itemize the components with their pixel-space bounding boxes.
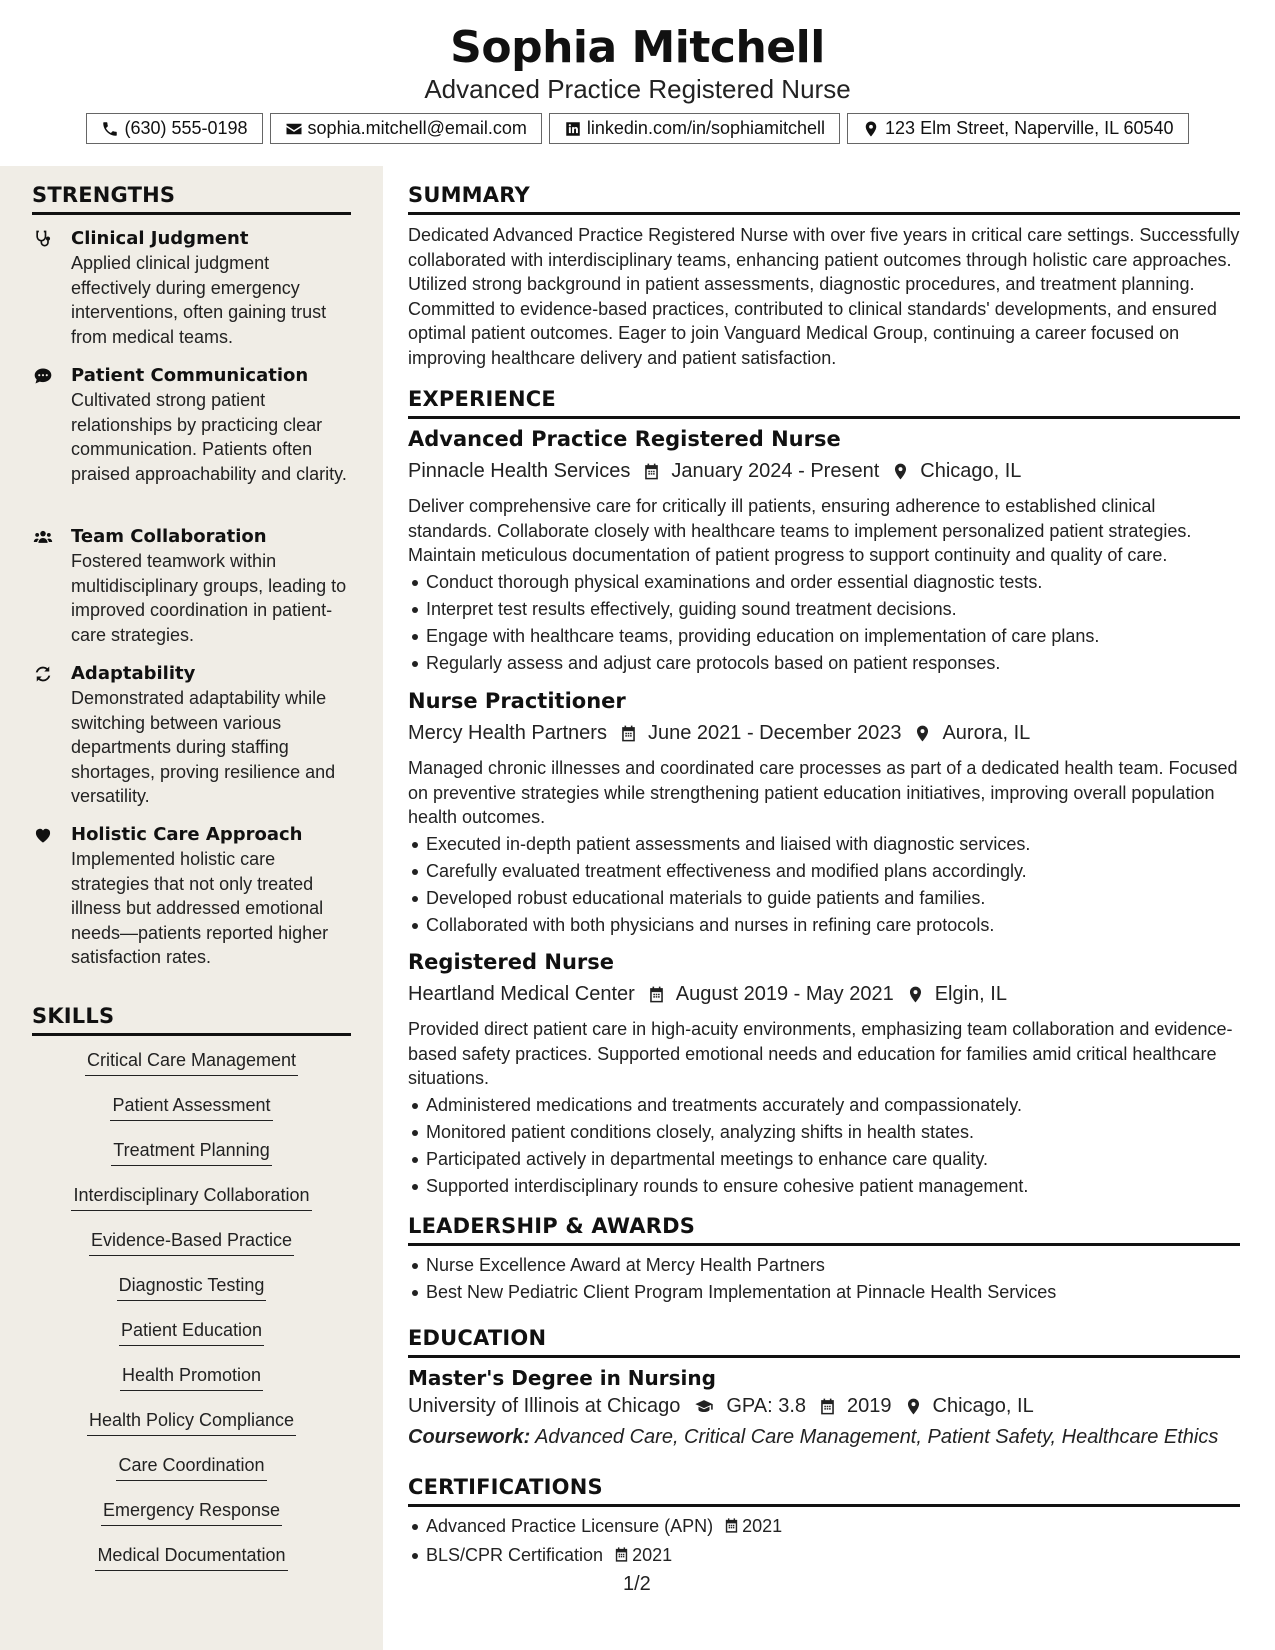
strength-desc: Applied clinical judgment effectively during emergency interventions, often gaining trust from medical teams. (71, 253, 327, 347)
calendar-icon (818, 1397, 837, 1416)
job-company: Heartland Medical Center (408, 982, 635, 1005)
strength-desc: Implemented holistic care strategies that not only treated illness but addressed emotional needs—patients reported higher satisfaction rates. (71, 849, 329, 967)
stethoscope-icon (32, 229, 54, 249)
job-location: Elgin, IL (934, 982, 1007, 1005)
linkedin-icon (564, 120, 582, 138)
list-item: Interpret test results effectively, guiding sound treatment decisions. (408, 596, 1240, 623)
job-company: Pinnacle Health Services (408, 459, 631, 482)
coursework (408, 1426, 1240, 1449)
degree-title: Master's Degree in Nursing (408, 1366, 716, 1390)
list-item: Conduct thorough physical examinations and order essential diagnostic tests. (408, 569, 1240, 596)
skill-item: Medical Documentation (32, 1542, 351, 1587)
summary-heading: SUMMARY (408, 183, 1240, 215)
list-item (408, 1513, 1240, 1542)
phone-icon (101, 120, 119, 138)
calendar-icon (723, 1515, 740, 1542)
gpa: GPA: 3.8 (726, 1394, 807, 1417)
map-pin-icon (904, 1397, 923, 1416)
education-meta (408, 1392, 1240, 1420)
calendar-icon (619, 724, 638, 743)
address-text: 123 Elm Street, Naperville, IL 60540 (885, 118, 1174, 138)
certifications-section (408, 1475, 1240, 1571)
strength-item (32, 662, 352, 809)
skill-item: Emergency Response (32, 1497, 351, 1542)
list-item: Collaborated with both physicians and nurses in refining care protocols. (408, 912, 1240, 939)
skills-list (32, 1047, 351, 1587)
skill-item: Evidence-Based Practice (32, 1227, 351, 1272)
summary-section (408, 183, 1240, 370)
school-location: Chicago, IL (932, 1394, 1034, 1417)
cert-year: 2021 (632, 1545, 673, 1565)
education-section (408, 1326, 1240, 1449)
strength-desc: Cultivated strong patient relationships by practicing clear communication. Patients often praised approachability and clarity. (71, 390, 347, 484)
job-entry (408, 950, 1240, 1200)
cert-name: BLS/CPR Certification (426, 1545, 604, 1565)
job-meta (408, 457, 1240, 485)
map-pin-icon (913, 724, 932, 743)
skill-item: Health Promotion (32, 1362, 351, 1407)
strength-item (32, 227, 352, 349)
calendar-icon (642, 462, 661, 481)
skills-heading: SKILLS (32, 1004, 351, 1036)
users-icon (32, 527, 54, 547)
job-location: Aurora, IL (942, 721, 1031, 744)
calendar-icon (613, 1544, 630, 1571)
skill-item: Care Coordination (32, 1452, 351, 1497)
phone-text: (630) 555-0198 (124, 118, 248, 138)
list-item: Engage with healthcare teams, providing education on implementation of care plans. (408, 623, 1240, 650)
skill-item: Interdisciplinary Collaboration (32, 1182, 351, 1227)
map-pin-icon (862, 120, 880, 138)
experience-section (408, 387, 1240, 419)
job-dates: June 2021 - December 2023 (647, 721, 902, 744)
list-item: Participated actively in departmental meetings to enhance care quality. (408, 1146, 1240, 1173)
envelope-icon (285, 120, 303, 138)
map-pin-icon (906, 985, 925, 1004)
contact-bar (0, 113, 1275, 144)
graduation-year: 2019 (847, 1394, 892, 1417)
email-text: sophia.mitchell@email.com (307, 118, 527, 138)
job-description: Deliver comprehensive care for critically ill patients, ensuring adherence to established clinical standards. Collaborate closely with healthcare teams to implement personalized patient strategies. Maintain meticulous documentation of patient progress to support continuity and quality of care. (408, 496, 1192, 565)
job-description: Provided direct patient care in high-acuity environments, emphasizing team collaboration and evidence-based safety practices. Supported emotional needs and education for families amid critical healthcare situations. (408, 1019, 1233, 1088)
job-dates: January 2024 - Present (671, 459, 880, 482)
contact-address (847, 113, 1189, 144)
job-description: Managed chronic illnesses and coordinated care processes as part of a dedicated health team. Focused on preventive strategies while strengthening patient education initiatives, improving overall population health outcomes. (408, 758, 1238, 827)
school-name: University of Illinois at Chicago (408, 1394, 681, 1417)
strength-name: Adaptability (71, 663, 196, 684)
coursework-label: Coursework: (408, 1426, 531, 1448)
cert-year: 2021 (742, 1516, 783, 1536)
experience-heading: EXPERIENCE (408, 387, 1240, 419)
skill-item: Diagnostic Testing (32, 1272, 351, 1317)
strength-item (32, 525, 352, 647)
strength-name: Holistic Care Approach (71, 824, 303, 845)
job-meta (408, 980, 1240, 1008)
resume-header (0, 0, 1275, 166)
leadership-section (408, 1214, 1240, 1306)
job-title: Nurse Practitioner (408, 689, 626, 713)
leadership-list (408, 1252, 1240, 1306)
strength-name: Team Collaboration (71, 526, 267, 547)
list-item: Developed robust educational materials to guide patients and families. (408, 885, 1240, 912)
leadership-heading: LEADERSHIP & AWARDS (408, 1214, 1240, 1246)
list-item: Monitored patient conditions closely, analyzing shifts in health states. (408, 1119, 1240, 1146)
list-item: Supported interdisciplinary rounds to ensure cohesive patient management. (408, 1173, 1240, 1200)
job-title: Advanced Practice Registered Nurse (408, 427, 841, 451)
candidate-title: Advanced Practice Registered Nurse (424, 74, 851, 104)
sync-icon (32, 664, 54, 684)
job-entry (408, 427, 1240, 677)
job-title: Registered Nurse (408, 950, 614, 974)
graduation-cap-icon (692, 1397, 716, 1416)
contact-phone[interactable] (86, 113, 262, 144)
list-item: Nurse Excellence Award at Mercy Health Partners (408, 1252, 1240, 1279)
list-item (408, 1542, 1240, 1571)
job-bullets (408, 831, 1240, 939)
map-pin-icon (891, 462, 910, 481)
list-item: Regularly assess and adjust care protocols based on patient responses. (408, 650, 1240, 677)
list-item: Executed in-depth patient assessments and liaised with diagnostic services. (408, 831, 1240, 858)
contact-linkedin[interactable] (549, 113, 840, 144)
cert-name: Advanced Practice Licensure (APN) (426, 1516, 714, 1536)
heart-icon (32, 825, 54, 845)
strength-name: Clinical Judgment (71, 228, 249, 249)
calendar-icon (647, 985, 666, 1004)
candidate-name: Sophia Mitchell (450, 22, 825, 73)
job-location: Chicago, IL (920, 459, 1022, 482)
strength-desc: Demonstrated adaptability while switching between various departments during staffing shortages, proving resilience and versatility. (71, 688, 336, 806)
strengths-heading: STRENGTHS (32, 183, 351, 215)
skill-item: Patient Assessment (32, 1092, 351, 1137)
strength-item (32, 823, 352, 970)
skill-item: Critical Care Management (32, 1047, 351, 1092)
sidebar (0, 166, 383, 1650)
skill-item: Patient Education (32, 1317, 351, 1362)
job-entry (408, 689, 1240, 939)
summary-text: Dedicated Advanced Practice Registered Nurse with over five years in critical care settings. Successfully collaborated with interdisciplinary teams, enhancing patient outcomes through holistic care approaches. Utilized strong background in patient assessments, diagnostic procedures, and treatment planning. Committed to evidence-based practices, contributed to clinical standards' developments, and ensured optimal patient outcomes. Eager to join Vanguard Medical Group, continuing a career focused on improving healthcare delivery and patient satisfaction. (408, 225, 1240, 368)
job-company: Mercy Health Partners (408, 721, 607, 744)
list-item: Administered medications and treatments accurately and compassionately. (408, 1092, 1240, 1119)
certifications-heading: CERTIFICATIONS (408, 1475, 1240, 1507)
skill-item: Health Policy Compliance (32, 1407, 351, 1452)
job-dates: August 2019 - May 2021 (675, 982, 894, 1005)
linkedin-text: linkedin.com/in/sophiamitchell (586, 118, 826, 138)
coursework-text: Advanced Care, Critical Care Management, Patient Safety, Healthcare Ethics (535, 1426, 1219, 1448)
skill-item: Treatment Planning (32, 1137, 351, 1182)
strength-desc: Fostered teamwork within multidisciplinary groups, leading to improved coordination in patient-care strategies. (71, 551, 347, 645)
strength-name: Patient Communication (71, 365, 309, 386)
chat-icon (32, 366, 54, 386)
strength-item (32, 364, 352, 486)
certifications-list (408, 1513, 1240, 1571)
list-item: Best New Pediatric Client Program Implementation at Pinnacle Health Services (408, 1279, 1240, 1306)
list-item: Carefully evaluated treatment effectiveness and modified plans accordingly. (408, 858, 1240, 885)
job-meta (408, 719, 1240, 747)
education-heading: EDUCATION (408, 1326, 1240, 1358)
job-bullets (408, 569, 1240, 677)
contact-email[interactable] (270, 113, 542, 144)
job-bullets (408, 1092, 1240, 1200)
page-number: 1/2 (623, 1573, 651, 1595)
